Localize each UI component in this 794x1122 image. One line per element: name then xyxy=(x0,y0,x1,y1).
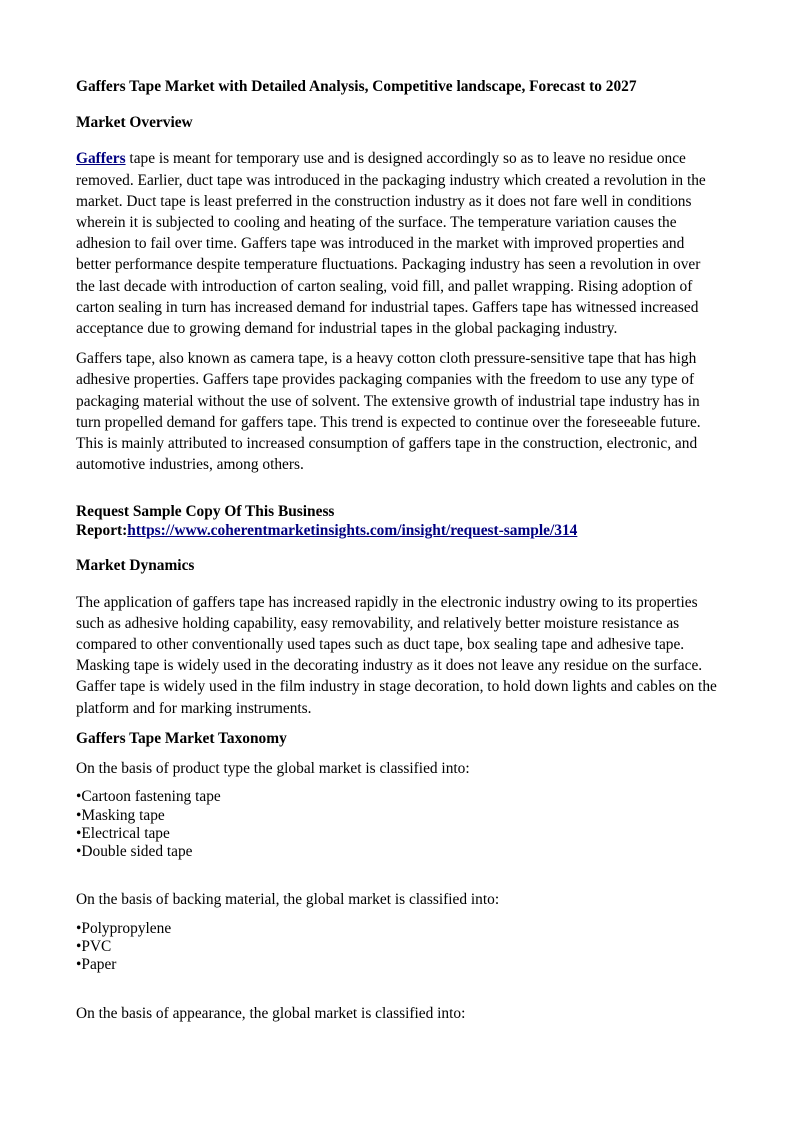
document-page xyxy=(76,76,718,1033)
product-type-intro: On the basis of product type the global market is classified into: xyxy=(76,760,470,778)
overview-heading: Market Overview xyxy=(76,114,193,132)
gaffers-link[interactable]: Gaffers xyxy=(76,150,126,168)
appearance-intro: On the basis of appearance, the global market is classified into: xyxy=(76,1004,466,1022)
request-line-2 xyxy=(76,521,718,540)
taxonomy-heading: Gaffers Tape Market Taxonomy xyxy=(76,729,287,747)
overview-paragraph-1 xyxy=(76,148,718,339)
backing-material-intro: On the basis of backing material, the global market is classified into: xyxy=(76,891,500,909)
dynamics-heading: Market Dynamics xyxy=(76,557,195,575)
backing-material-list xyxy=(76,920,718,975)
list-item: •Electrical tape xyxy=(76,824,170,842)
dynamics-paragraph: The application of gaffers tape has increased rapidly in the electronic industry owing to its properties such as adhesive holding capability, easy removability, and relatively better moisture resistance as compared to other conventionally used tapes such as duct tape, box sealing tape and adhesive tape. Masking tape is widely used in the decorating industry as it does not leave any residue on the surface. Gaffer tape is widely used in the film industry in stage decoration, to hold down lights and cables on the platform and for marking instruments. xyxy=(76,593,717,717)
document-title: Gaffers Tape Market with Detailed Analysis, Competitive landscape, Forecast to 2027 xyxy=(76,78,637,95)
request-sample xyxy=(76,502,718,540)
request-label: Report: xyxy=(76,522,128,540)
list-item: •PVC xyxy=(76,937,112,955)
overview-paragraph-2: Gaffers tape, also known as camera tape, is a heavy cotton cloth pressure-sensitive tape that has high adhesive properties. Gaffers tape provides packaging companies with the freedom to use any type of packaging material without the use of solvent. The extensive growth of industrial tape industry has in turn propelled demand for gaffers tape. This trend is expected to continue over the foreseeable future. This is mainly attributed to increased consumption of gaffers tape in the construction, electronic, and automotive industries, among others. xyxy=(76,350,701,474)
list-item: •Double sided tape xyxy=(76,843,193,861)
request-sample-link[interactable]: https://www.coherentmarketinsights.com/insight/request-sample/314 xyxy=(127,522,578,540)
overview-paragraph-1-text: tape is meant for temporary use and is designed accordingly so as to leave no residue once removed. Earlier, duct tape was introduced in the packaging industry which created a revolution in the market. Duct tape is least preferred in the construction industry as it does not fare well in conditions wherein it is subjected to cooling and heating of the surface. The temperature variation causes the adhesion to fail over time. Gaffers tape was introduced in the market with improved properties and better performance despite temperature fluctuations. Packaging industry has seen a revolution in over the last decade with introduction of carton sealing, void fill, and pallet wrapping. Rising adoption of carton sealing in turn has increased demand for industrial tapes. Gaffers tape has witnessed increased acceptance due to growing demand for industrial tapes in the global packaging industry. xyxy=(76,150,706,338)
list-item: •Cartoon fastening tape xyxy=(76,788,221,806)
list-item: •Paper xyxy=(76,956,117,974)
spacer xyxy=(76,984,718,1003)
list-item: •Masking tape xyxy=(76,806,165,824)
request-line-1: Request Sample Copy Of This Business xyxy=(76,503,335,521)
spacer xyxy=(76,870,718,889)
product-type-list xyxy=(76,788,718,861)
list-item: •Polypropylene xyxy=(76,919,172,937)
